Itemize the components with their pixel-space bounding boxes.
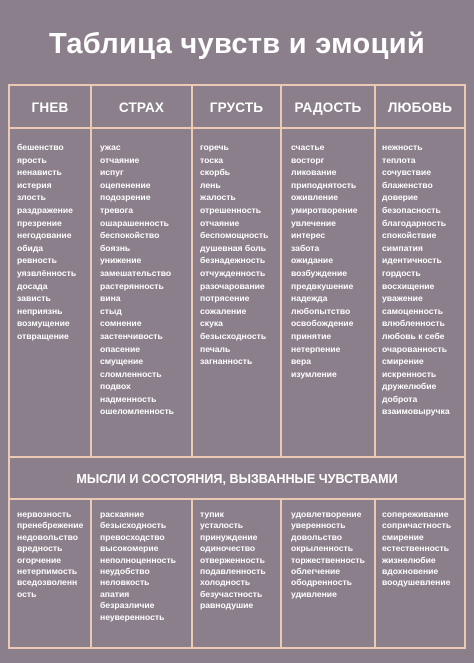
state-item: огорчение	[17, 554, 62, 565]
emotion-item: симпатия	[382, 242, 423, 253]
emotion-item: возмущение	[17, 318, 70, 329]
state-item: одиночество	[200, 543, 256, 554]
emotion-item: очарованность	[382, 343, 448, 354]
emotion-item: взаимовыручка	[382, 406, 450, 417]
state-item: окрыленность	[291, 543, 354, 554]
emotion-item: боязнь	[100, 242, 131, 253]
emotion-item: ярость	[17, 154, 47, 165]
state-item: вседозволенн	[17, 577, 78, 588]
header-love: ЛЮБОВЬ	[387, 100, 453, 115]
emotion-item: обида	[17, 242, 44, 253]
state-item: неудобство	[100, 566, 150, 577]
section-subtitle: МЫСЛИ И СОСТОЯНИЯ, ВЫЗВАННЫЕ ЧУВСТВАМИ	[76, 472, 398, 486]
emotion-item: лень	[200, 179, 221, 190]
column-divider	[191, 86, 193, 456]
column-divider	[374, 498, 376, 647]
emotion-item: подвох	[100, 381, 131, 392]
emotion-item: вина	[100, 293, 121, 304]
state-item: отверженность	[200, 554, 265, 565]
emotion-item: гордость	[382, 267, 421, 278]
emotion-item: загнанность	[200, 356, 253, 367]
state-item: жизнелюбие	[382, 554, 436, 565]
emotion-item: идентичность	[382, 255, 442, 266]
emotion-item: смирение	[382, 356, 424, 367]
state-item: естественность	[382, 543, 450, 554]
emotion-item: сомнение	[100, 318, 142, 329]
emotion-item: нетерпение	[291, 343, 341, 354]
state-item: равнодушие	[200, 600, 254, 611]
emotion-item: горечь	[200, 142, 229, 152]
emotion-item: злость	[17, 192, 46, 203]
emotion-item: ошарашенность	[100, 217, 169, 228]
emotion-item: ужас	[100, 142, 121, 152]
emotion-item: любовь к себе	[382, 330, 445, 341]
state-item: высокомерие	[100, 543, 159, 554]
emotion-item: надменность	[100, 393, 157, 404]
emotion-item: увлечение	[291, 217, 336, 228]
state-item: принуждение	[200, 531, 258, 542]
emotion-item: тоска	[200, 154, 224, 165]
header-anger: ГНЕВ	[31, 100, 69, 115]
emotion-item: изумление	[291, 368, 337, 379]
state-item: сопричастность	[382, 520, 452, 531]
state-item: безразличие	[100, 600, 155, 611]
state-item: сопереживание	[382, 509, 449, 519]
state-item: неполноценность	[100, 554, 176, 565]
emotion-item: благодарность	[382, 217, 447, 228]
emotion-item: подозрение	[100, 192, 151, 203]
state-item: удовлетворение	[291, 509, 362, 519]
header-divider	[10, 127, 464, 129]
state-item: неуверенность	[100, 611, 165, 622]
emotion-item: застенчивость	[100, 330, 163, 341]
emotion-item: теплота	[382, 154, 416, 165]
emotion-item: отрешенность	[200, 204, 262, 215]
state-item: смирение	[382, 531, 424, 542]
state-item: тупик	[200, 509, 224, 519]
emotion-item: сломленность	[100, 368, 162, 379]
state-item: вдохновение	[382, 566, 439, 577]
emotion-item: неприязнь	[17, 305, 63, 316]
emotion-item: сожаление	[200, 305, 247, 316]
column-divider	[90, 498, 92, 647]
emotion-item: влюбленность	[382, 318, 445, 329]
joy-list	[291, 141, 358, 380]
emotion-item: забота	[291, 242, 320, 253]
state-item: подавленность	[200, 566, 266, 577]
state-item: апатия	[100, 588, 130, 599]
emotion-item: презрение	[17, 217, 62, 228]
emotion-item: тревога	[100, 204, 134, 215]
love-list	[382, 141, 450, 418]
state-item: ободренность	[291, 577, 352, 588]
emotion-item: нежность	[382, 142, 423, 152]
emotion-item: беспокойство	[100, 230, 160, 241]
emotion-item: бешенство	[17, 142, 64, 152]
column-divider	[90, 86, 92, 456]
emotion-item: вера	[291, 356, 311, 367]
sadness-list	[200, 141, 268, 368]
state-item: удивление	[291, 588, 337, 599]
emotion-item: безнадежность	[200, 255, 266, 266]
state-item: торжественность	[291, 554, 365, 565]
emotion-item: смущение	[100, 356, 144, 367]
emotion-item: оцепенение	[100, 179, 151, 190]
emotion-item: возбуждение	[291, 267, 348, 278]
emotion-item: ликование	[291, 167, 337, 178]
emotion-item: искренность	[382, 368, 437, 379]
state-item: довольство	[291, 531, 343, 542]
emotion-item: надежда	[291, 293, 328, 304]
emotion-item: восторг	[291, 154, 325, 165]
emotion-item: истерия	[17, 179, 52, 190]
emotion-item: сочувствие	[382, 167, 431, 178]
state-item: раскаяние	[100, 509, 145, 519]
emotion-item: блаженство	[382, 179, 433, 190]
emotion-item: восхищение	[382, 280, 435, 291]
emotion-item: жалость	[200, 192, 236, 203]
emotion-item: скорбь	[200, 167, 231, 178]
emotions-table	[8, 84, 466, 649]
emotion-item: счастье	[291, 142, 325, 152]
state-item: холодность	[200, 577, 251, 588]
state-item: усталость	[200, 520, 244, 531]
emotion-item: испуг	[100, 167, 124, 178]
emotion-item: уязвлённость	[17, 267, 77, 278]
emotion-item: отчаяние	[100, 154, 140, 165]
emotion-item: интерес	[291, 230, 326, 241]
state-item: ость	[17, 588, 37, 599]
emotion-item: любопытство	[291, 305, 351, 316]
emotion-item: ненависть	[17, 167, 62, 178]
emotion-item: принятие	[291, 330, 332, 341]
emotion-item: скука	[200, 318, 223, 329]
fear-states-list	[100, 509, 176, 623]
state-item: нетерпимость	[17, 566, 78, 577]
emotion-item: стыд	[100, 305, 122, 316]
column-divider	[280, 86, 282, 456]
emotion-item: досада	[17, 280, 48, 291]
fear-list	[100, 141, 174, 418]
emotion-item: замешательство	[100, 267, 172, 278]
state-item: неловкость	[100, 577, 150, 588]
emotion-item: ошеломленность	[100, 406, 174, 417]
joy-states-list	[291, 509, 365, 600]
emotion-item: раздражение	[17, 204, 73, 215]
section-divider	[10, 456, 464, 458]
page-title: Таблица чувств и эмоций	[49, 28, 425, 60]
sadness-states-list	[200, 509, 266, 612]
emotion-item: унижение	[100, 255, 142, 266]
emotion-item: приподнятость	[291, 179, 357, 190]
emotion-item: печаль	[200, 343, 231, 354]
emotion-item: душевная боль	[200, 242, 267, 253]
header-joy: РАДОСТЬ	[294, 100, 362, 115]
emotion-item: опасение	[100, 343, 141, 354]
state-item: безысходность	[100, 520, 167, 531]
column-divider	[191, 498, 193, 647]
subtitle-divider	[10, 498, 464, 500]
emotion-item: самоценность	[382, 305, 444, 316]
state-item: пренебрежение	[17, 520, 84, 531]
emotion-item: зависть	[17, 293, 51, 304]
header-sadness: ГРУСТЬ	[209, 100, 264, 115]
column-divider	[374, 86, 376, 456]
state-item: вредность	[17, 543, 63, 554]
anger-list	[17, 141, 76, 343]
emotion-item: безысходность	[200, 330, 267, 341]
emotion-item: дружелюбие	[382, 381, 437, 392]
emotion-item: растерянность	[100, 280, 164, 291]
emotion-item: доброта	[382, 393, 418, 404]
emotion-item: беспомощность	[200, 230, 269, 241]
header-fear: СТРАХ	[118, 100, 165, 115]
emotion-item: ожидание	[291, 255, 333, 266]
emotion-item: безопасность	[382, 204, 441, 215]
emotion-item: отчужденность	[200, 267, 266, 278]
state-item: недовольство	[17, 531, 79, 542]
anger-states-list	[17, 509, 83, 600]
emotion-item: предвкушение	[291, 280, 354, 291]
state-item: нервозность	[17, 509, 72, 519]
state-item: облегчение	[291, 566, 341, 577]
emotion-item: спокойствие	[382, 230, 437, 241]
emotion-item: потрясение	[200, 293, 250, 304]
emotion-item: ревность	[17, 255, 57, 266]
emotion-item: освобождение	[291, 318, 354, 329]
emotion-item: отвращение	[17, 330, 69, 341]
state-item: уверенность	[291, 520, 346, 531]
emotion-item: доверие	[382, 192, 418, 203]
state-item: безучастность	[200, 588, 263, 599]
emotion-item: негодование	[17, 230, 72, 241]
emotion-item: отчаяние	[200, 217, 240, 228]
love-states-list	[382, 509, 451, 589]
state-item: воодушевление	[382, 577, 451, 588]
emotion-item: разочарование	[200, 280, 265, 291]
emotion-item: оживление	[291, 192, 339, 203]
state-item: превосходство	[100, 531, 165, 542]
emotion-item: уважение	[382, 293, 423, 304]
emotion-item: умиротворение	[291, 204, 358, 215]
column-divider	[280, 498, 282, 647]
